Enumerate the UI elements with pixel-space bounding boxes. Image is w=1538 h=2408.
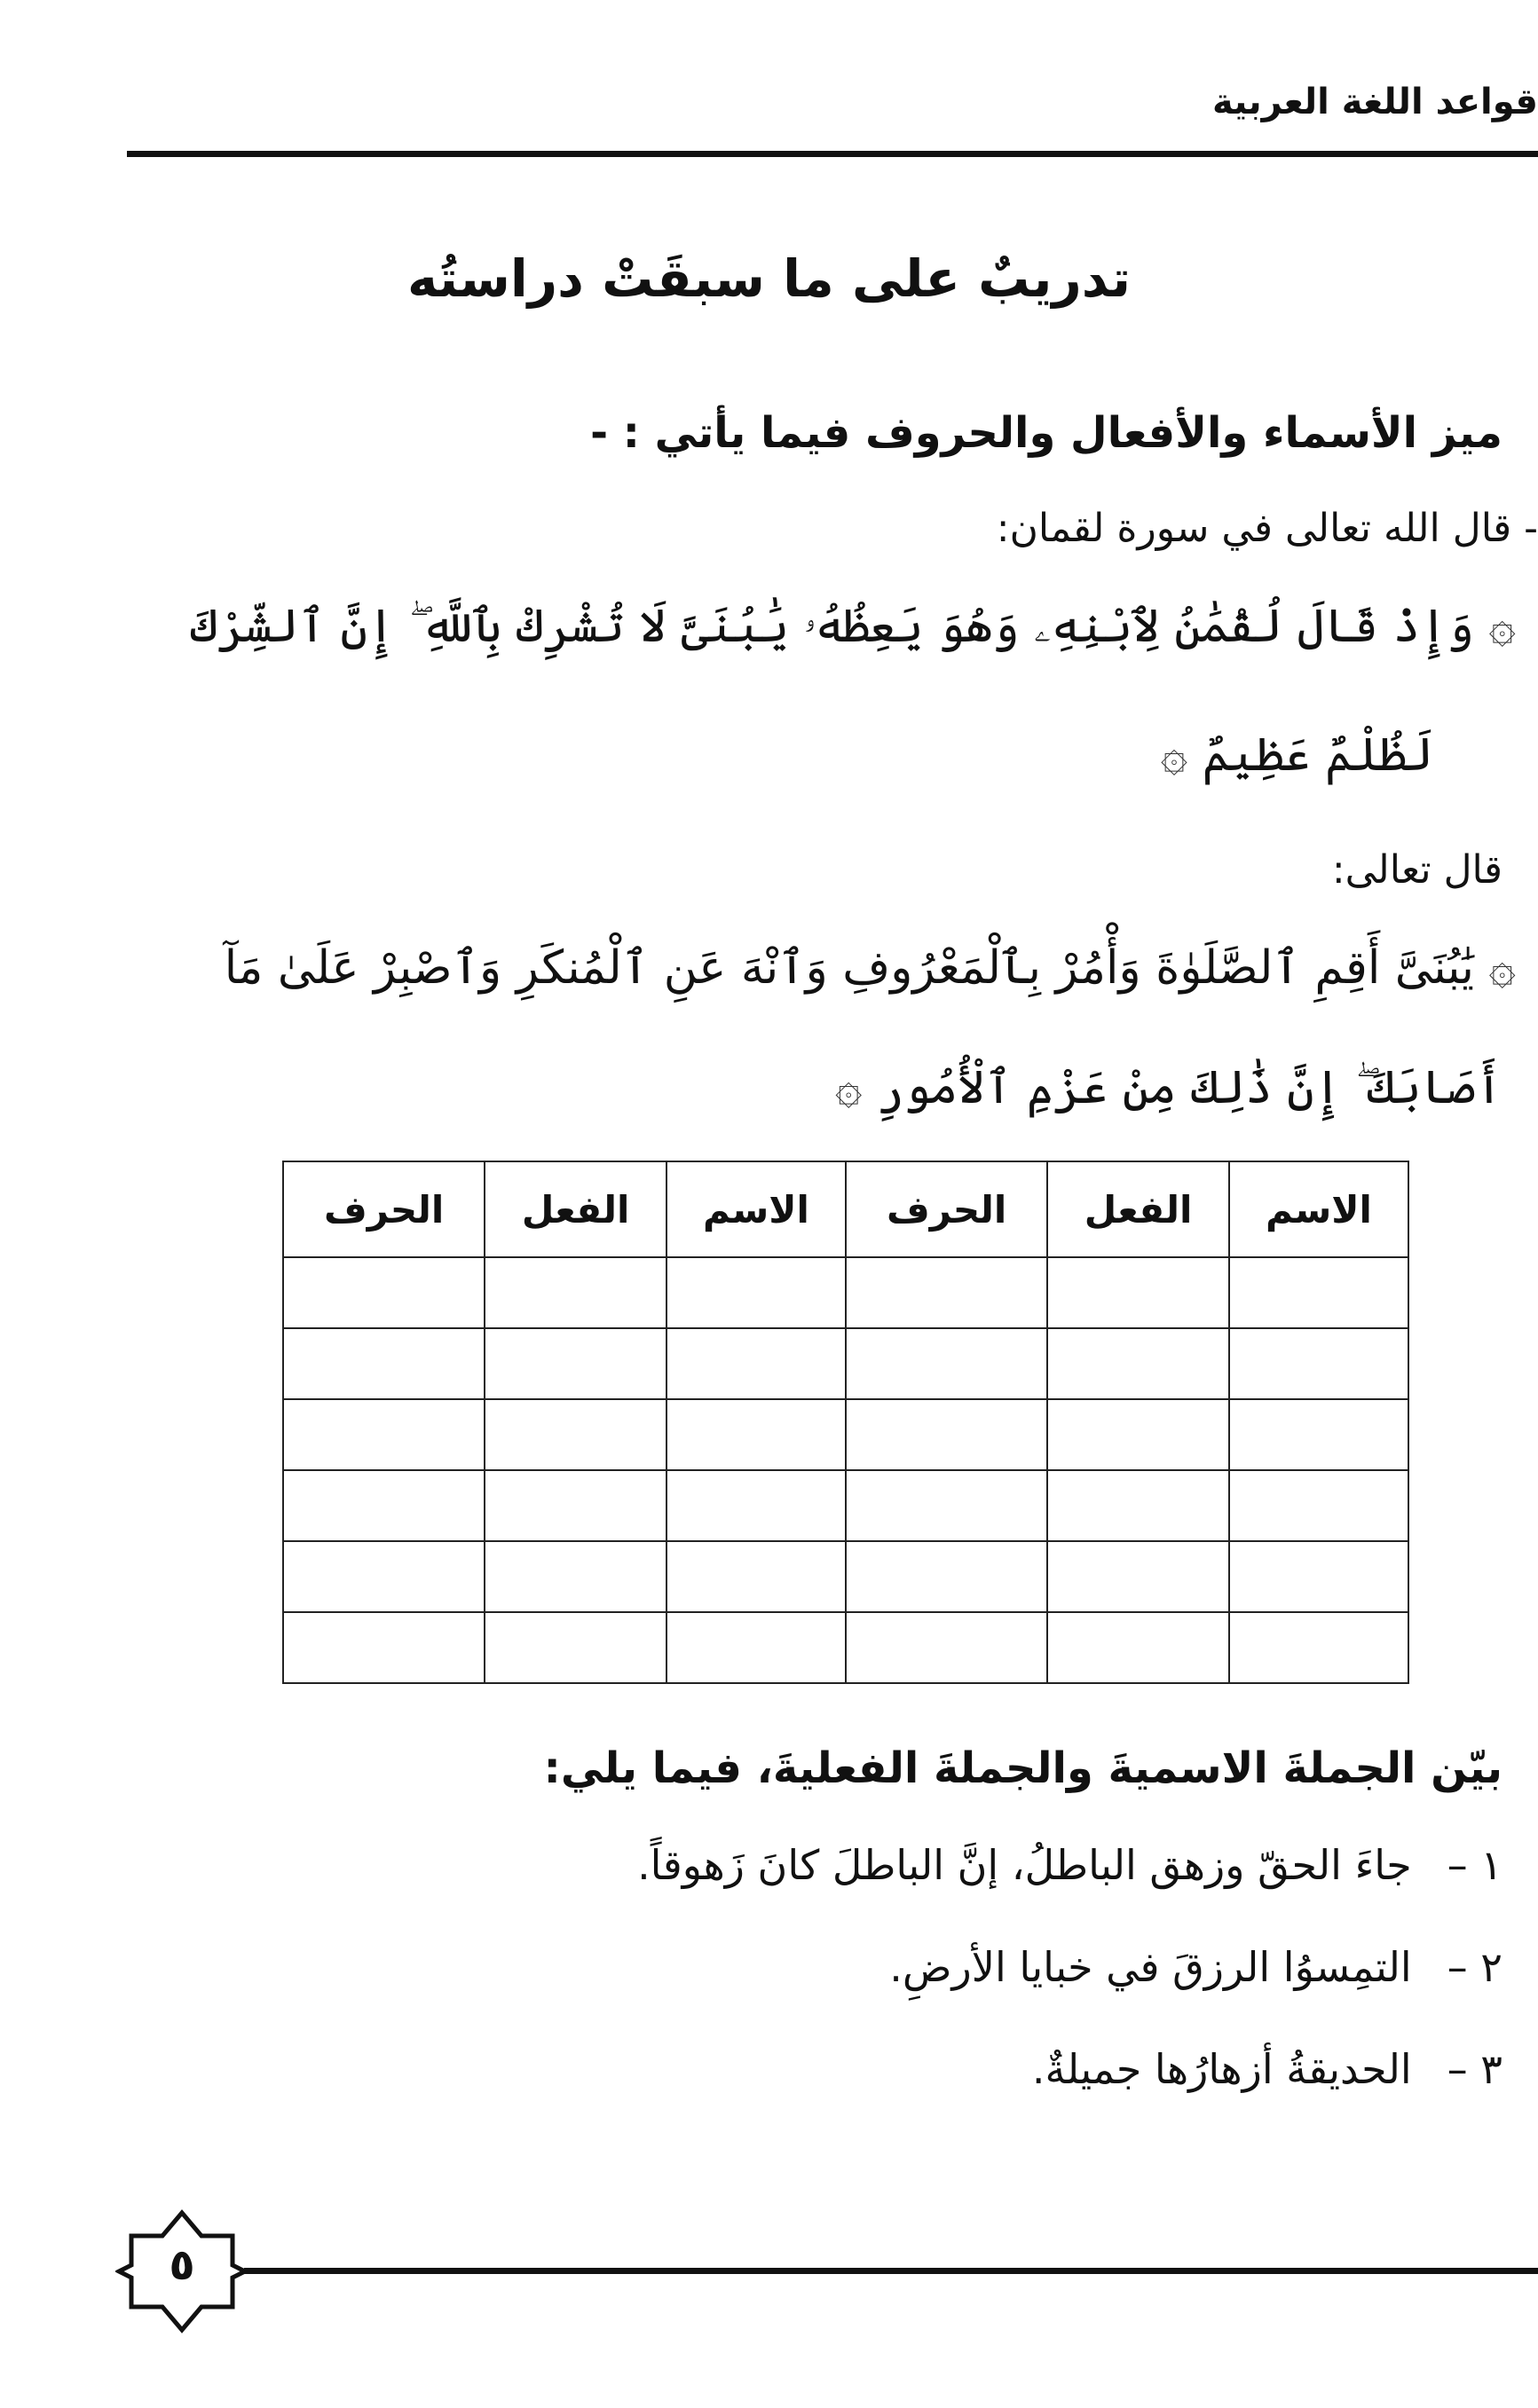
table-cell[interactable]: [846, 1541, 1047, 1612]
header-divider: [127, 151, 1538, 157]
table-cell[interactable]: [666, 1612, 846, 1683]
page-number: ٥: [169, 2240, 195, 2290]
column-header: الفعل: [1047, 1161, 1229, 1257]
footer-divider: [244, 2268, 1538, 2274]
verse-close-ornament: ۞: [1160, 728, 1188, 782]
verse-1-line-1: [191, 599, 1516, 654]
verse-1-line-1-text: وَإِذْ قَالَ لُقْمَٰنُ لِٱبْنِهِۦ وَهُوَ يَعِظُهُۥ يَٰبُنَىَّ لَا تُشْرِكْ بِٱللَّهِ ۖ إِنَّ ٱلشِّرْكَ: [190, 600, 1474, 653]
classification-table: [282, 1161, 1409, 1684]
list-item: [1032, 2045, 1503, 2094]
table-cell[interactable]: [283, 1328, 485, 1399]
item-text: التمِسوُا الرزقَ في خبايا الأرضِ.: [889, 1943, 1412, 1991]
table-cell[interactable]: [283, 1541, 485, 1612]
exercise-1-intro-2: قال تعالى:: [1331, 847, 1503, 893]
table-cell[interactable]: [1047, 1541, 1229, 1612]
verse-open-ornament: ۞: [1488, 941, 1516, 995]
verse-2-line-1-text: يَٰبُنَىَّ أَقِمِ ٱلصَّلَوٰةَ وَأْمُرْ بِٱلْمَعْرُوفِ وَٱنْهَ عَنِ ٱلْمُنكَرِ وَٱصْبِرْ عَلَىٰ مَآ: [224, 941, 1474, 995]
item-number: ١ –: [1447, 1841, 1503, 1889]
table-cell[interactable]: [485, 1541, 666, 1612]
item-text: جاءَ الحقّ وزهق الباطلُ، إنَّ الباطلَ كانَ زَهوقاً.: [637, 1841, 1412, 1889]
verse-1-line-2: [1161, 728, 1433, 783]
verse-2-line-1: [225, 940, 1516, 995]
table-cell[interactable]: [485, 1399, 666, 1470]
table-cell[interactable]: [666, 1470, 846, 1541]
table-row: [283, 1470, 1408, 1541]
table-cell[interactable]: [1229, 1257, 1408, 1328]
table-cell[interactable]: [846, 1470, 1047, 1541]
table-cell[interactable]: [1229, 1328, 1408, 1399]
item-text: الحديقةُ أزهارُها جميلةٌ.: [1031, 2045, 1412, 2093]
table-row: [283, 1541, 1408, 1612]
table-row: [283, 1328, 1408, 1399]
table-cell[interactable]: [846, 1399, 1047, 1470]
table-cell[interactable]: [1047, 1399, 1229, 1470]
book-title: قواعد اللغة العربية: [1212, 82, 1538, 122]
verse-2-line-2: [835, 1060, 1503, 1115]
exercise-2-instruction: بيّن الجملةَ الاسميةَ والجملةَ الفعليةَ، فيما يلي:: [543, 1743, 1503, 1793]
table-cell[interactable]: [485, 1257, 666, 1328]
table-row: [283, 1257, 1408, 1328]
column-header: الاسم: [666, 1161, 846, 1257]
verse-close-ornament: ۞: [834, 1061, 863, 1114]
table-cell[interactable]: [283, 1470, 485, 1541]
table-cell[interactable]: [846, 1257, 1047, 1328]
table-cell[interactable]: [283, 1257, 485, 1328]
column-header: الفعل: [485, 1161, 666, 1257]
table-cell[interactable]: [485, 1470, 666, 1541]
table-cell[interactable]: [283, 1399, 485, 1470]
table-cell[interactable]: [485, 1328, 666, 1399]
item-number: ٢ –: [1447, 1943, 1503, 1991]
table-header-row: [283, 1161, 1408, 1257]
table-cell[interactable]: [666, 1257, 846, 1328]
exercise-1-intro: - قال الله تعالى في سورة لقمان:: [996, 506, 1538, 551]
verse-1-line-2-text: لَظُلْمٌ عَظِيمٌ: [1202, 728, 1433, 782]
verse-2-line-2-text: أَصَابَكَ ۖ إِنَّ ذَٰلِكَ مِنْ عَزْمِ ٱلْأُمُورِ: [876, 1061, 1503, 1114]
table-cell[interactable]: [1229, 1541, 1408, 1612]
table-cell[interactable]: [666, 1328, 846, 1399]
table-cell[interactable]: [1047, 1470, 1229, 1541]
table-cell[interactable]: [1229, 1470, 1408, 1541]
table-cell[interactable]: [666, 1541, 846, 1612]
list-item: [889, 1943, 1503, 1992]
column-header: الحرف: [283, 1161, 485, 1257]
table-cell[interactable]: [846, 1328, 1047, 1399]
list-item: [637, 1841, 1503, 1890]
item-number: ٣ –: [1447, 2045, 1503, 2093]
table-row: [283, 1612, 1408, 1683]
table-cell[interactable]: [1229, 1399, 1408, 1470]
table-cell[interactable]: [1047, 1328, 1229, 1399]
table-cell[interactable]: [1229, 1612, 1408, 1683]
table-cell[interactable]: [1047, 1257, 1229, 1328]
table-cell[interactable]: [485, 1612, 666, 1683]
verse-open-ornament: ۞: [1488, 600, 1516, 653]
table-cell[interactable]: [666, 1399, 846, 1470]
table-cell[interactable]: [1047, 1612, 1229, 1683]
exercise-1-instruction: ميز الأسماء والأفعال والحروف فيما يأتي : -: [590, 408, 1503, 458]
table-row: [283, 1399, 1408, 1470]
column-header: الاسم: [1229, 1161, 1408, 1257]
column-header: الحرف: [846, 1161, 1047, 1257]
page-title: تدريبٌ على ما سبقَتْ دراستُه: [406, 248, 1132, 309]
table-cell[interactable]: [283, 1612, 485, 1683]
table-cell[interactable]: [846, 1612, 1047, 1683]
